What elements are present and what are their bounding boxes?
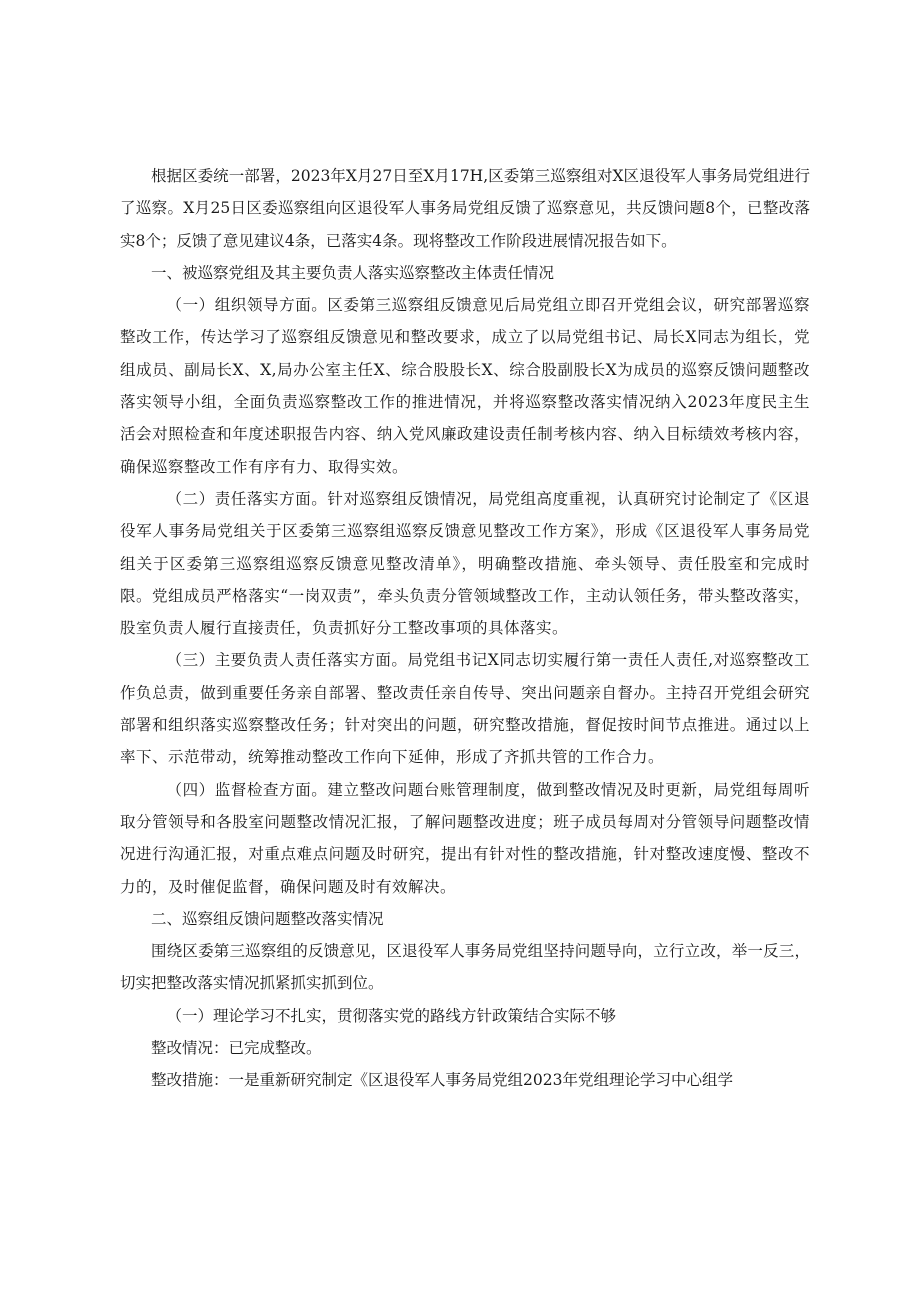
- section-1-paragraph-4: （四）监督检查方面。建立整改问题台账管理制度，做到整改情况及时更新，局党组每周听取分管领导和各股室问题整改情况汇报，了解问题整改进度；班子成员每周对分管领导问题整改情况进行沟通汇报，对重点难点问题及时研究，提出有针对性的整改措施，针对整改速度慢、整改不力的，及时催促监督，确保问题及时有效解决。: [120, 780, 810, 896]
- section-1-heading: 一、被巡察党组及其主要负责人落实巡察整改主体责任情况: [151, 263, 555, 282]
- section-2-heading: 二、巡察组反馈问题整改落实情况: [151, 909, 384, 928]
- intro-paragraph: 根据区委统一部署，2023年X月27日至X月17H,区委第三巡察组对X区退役军人事务局党组进行了巡察。X月25日区委巡察组向区退役军人事务局党组反馈了巡察意见，共反馈问题8个，已整改落实8个；反馈了意见建议4条，已落实4条。现将整改工作阶段进展情况报告如下。: [120, 167, 810, 250]
- section-1-paragraph-1: （一）组织领导方面。区委第三巡察组反馈意见后局党组立即召开党组会议，研究部署巡察整改工作，传达学习了巡察组反馈意见和整改要求，成立了以局党组书记、局长X同志为组长，党组成员、副局长X、X,局办公室主任X、综合股股长X、综合股副股长X为成员的巡察反馈问题整改落实领导小组，全面负责巡察整改工作的推进情况，并将巡察整改落实情况纳入2023年度民主生活会对照检查和年度述职报告内容、纳入党风廉政建设责任制考核内容、纳入目标绩效考核内容，确保巡察整改工作有序有力、取得实效。: [120, 296, 810, 476]
- section-1-paragraph-2: （二）责任落实方面。针对巡察组反馈情况，局党组高度重视，认真研究讨论制定了《区退役军人事务局党组关于区委第三巡察组巡察反馈意见整改工作方案》，形成《区退役军人事务局党组关于区委第三巡察组巡察反馈意见整改清单》，明确整改措施、牵头领导、责任股室和完成时限。党组成员严格落实“一岗双责”，牵头负责分管领域整改工作，主动认领任务，带头整改落实，股室负责人履行直接责任，负责抓好分工整改事项的具体落实。: [120, 489, 810, 638]
- section-2-subheading-1: （一）理论学习不扎实，贯彻落实党的路线方针政策结合实际不够: [166, 1006, 617, 1025]
- section-1-paragraph-3: （三）主要负责人责任落实方面。局党组书记X同志切实履行第一责任人责任,对巡察整改工作负总责，做到重要任务亲自部署、整改责任亲自传导、突出问题亲自督办。主持召开党组会研究部署和组织落实巡察整改任务；针对突出的问题，研究整改措施，督促按时间节点推进。通过以上率下、示范带动，统筹推动整改工作向下延伸，形成了齐抓共管的工作合力。: [120, 651, 810, 767]
- rectification-measures: 整改措施：一是重新研究制定《区退役军人事务局党组2023年党组理论学习中心组学: [151, 1071, 733, 1090]
- document-body: [120, 160, 810, 1097]
- section-2-intro: 围绕区委第三巡察组的反馈意见，区退役军人事务局党组坚持问题导向，立行立改，举一反三，切实把整改落实情况抓紧抓实抓到位。: [120, 942, 810, 993]
- rectification-status: 整改情况：已完成整改。: [151, 1039, 322, 1058]
